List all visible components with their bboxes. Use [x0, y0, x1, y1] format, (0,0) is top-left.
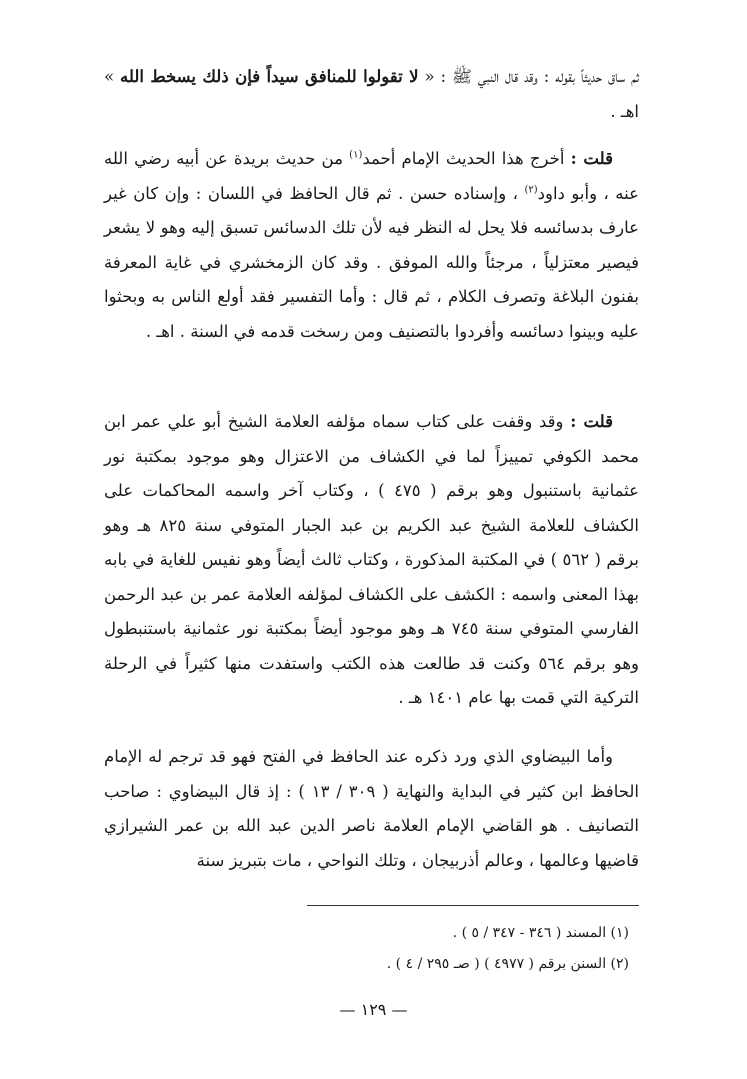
paragraph-2-text-b: من حديث بريدة عن أبيه رضي الله عنه ، وأبو داود	[104, 149, 639, 203]
footnotes	[104, 918, 629, 980]
footnote-divider	[307, 905, 639, 906]
footnote-2: (٢) السنن برقم ( ٤٩٧٧ ) ( صـ ٢٩٥ / ٤ ) .	[386, 956, 629, 972]
footnote-1: (١) المسند ( ٣٤٦ - ٣٤٧ / ٥ ) .	[452, 925, 629, 941]
paragraph-3	[104, 405, 639, 716]
footnote-ref-2: (٢)	[524, 184, 538, 195]
paragraph-2	[104, 142, 639, 349]
paragraph-2-text-c: ، وإسناده حسن . ثم قال الحافظ في اللسان : وإن كان غير عارف بدسائسه فلا يحل له النظر فيه لأن تلك الدسائس تسبق إليه وهو لا يشعر فيصير معتزلياً ، مرجئاً والله الموفق . وقد كان الزمخشري في غاية المعرفة بفنون البلاغة وتصرف الكلام ، ثم قال : وأما التفسير فقد أولع الناس به وبحثوا عليه وبينوا دسائسه وأفردوا بالتصنيف ومن رسخت قدمه في السنة . اهـ .	[104, 183, 639, 341]
paragraph-1	[104, 60, 639, 129]
footnote-ref-1: (١)	[349, 149, 363, 161]
paragraph-3-text: وقد وقفت على كتاب سماه مؤلفه العلامة الشيخ أبو علي عمر ابن محمد الكوفي تمييزاً لما في الكشاف من الاعتزال وهو موجود بمكتبة نور عثمانية باستنبول وهو برقم ( ٤٧٥ ) ، وكتاب آخر واسمه المحاكمات على الكشاف للعلامة الشيخ عبد الكريم بن عبد الجبار المتوفي سنة ٨٢٥ هـ وهو برقم ( ٥٦٢ ) في المكتبة المذكورة ، وكتاب ثالث أيضاً وهو نفيس للغاية في بابه بهذا المعنى واسمه : الكشف على الكشاف لمؤلفه العلامة عمر بن عبد الرحمن الفارسي المتوفي سنة ٧٤٥ هـ وهو موجود أيضاً بمكتبة نور عثمانية باستنبطول وهو برقم ٥٦٤ وكنت قد طالعت هذه الكتب واستفدت منها كثيراً في الرحلة التركية التي قمت بها عام ١٤٠١ هـ .	[104, 412, 640, 707]
paragraph-1-text-b: » اهـ .	[104, 67, 639, 121]
paragraph-2-text-a: أخرج هذا الحديث الإمام أحمد	[362, 149, 571, 168]
paragraph-2-label: قلت :	[570, 149, 613, 168]
paragraph-4-text: وأما البيضاوي الذي ورد ذكره عند الحافظ في الفتح فهو قد ترجم له الإمام الحافظ ابن كثير في البداية والنهاية ( ٣٠٩ / ١٣ ) : إذ قال البيضاوي : صاحب التصانيف . هو القاضي الإمام العلامة ناصر الدين عبد الله بن عمر الشيرازي قاضيها وعالمها ، وعالم أذربيجان ، وتلك النواحي ، مات بتبريز سنة	[104, 747, 639, 870]
paragraph-4	[104, 740, 639, 878]
paragraph-1-text-a: ثم ساق حديثاً بقوله : وقد قال النبي ﷺ : «	[418, 67, 639, 86]
paragraph-3-label: قلت :	[570, 412, 614, 431]
page-number: — ١٢٩ —	[339, 1000, 408, 1019]
hadith-quote: لا تقولوا للمنافق سيداً فإن ذلك يسخط الله	[120, 67, 419, 86]
